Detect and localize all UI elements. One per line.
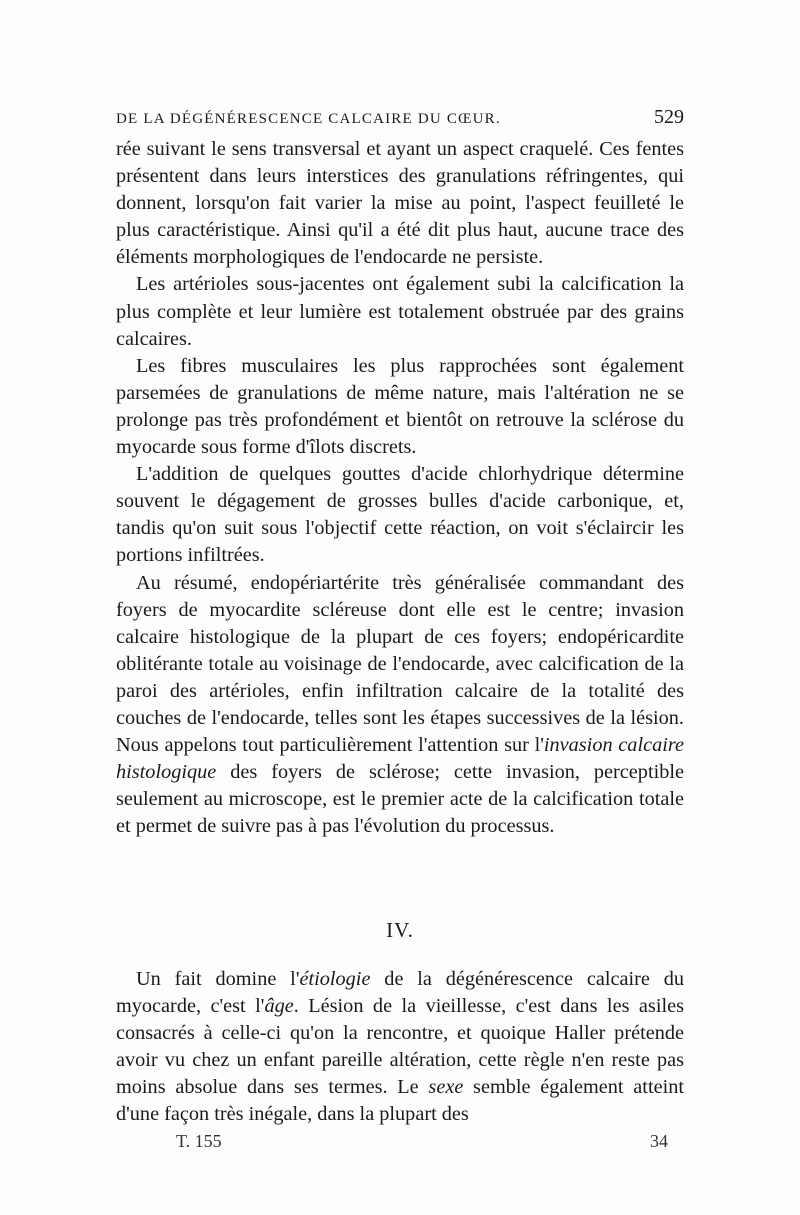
paragraph: Les artérioles sous-jacentes ont également subi la calcification la plus complète et leur lumière est totalement obstruée par des grains calcaires. bbox=[116, 273, 684, 350]
page-number: 529 bbox=[654, 106, 684, 128]
age-emphasis: âge bbox=[264, 995, 294, 1018]
printer-signature: T. 155 bbox=[176, 1131, 222, 1151]
summary-text-start: Au résumé, endopériartérite très généralisée commandant des foyers de myocardite scléreuse dont elle est le centre; invasion calcaire histologique de la plupart de ces foyers; endopéricardite oblitérante totale au voisinage de l'endocarde, avec calcification de la paroi des artérioles, enfin infiltration calcaire de la totalité des couches de l'endocarde, telles sont les étapes successives de la lésion. Nous appelons tout particulièrement l'attention sur l' bbox=[116, 571, 684, 757]
sheet-number: 34 bbox=[650, 1131, 668, 1151]
running-title: DE LA DÉGÉNÉRESCENCE CALCAIRE DU CŒUR. bbox=[116, 111, 501, 127]
running-header bbox=[116, 106, 684, 129]
paragraph: L'addition de quelques gouttes d'acide chlorhydrique détermine souvent le dégagement de grosses bulles d'acide carbonique, et, tandis qu'on suit sous l'objectif cette réaction, on voit s'éclaircir les portions infiltrées. bbox=[116, 463, 684, 567]
section-text-4: semble également atteint d'une façon très inégale, dans la plupart des bbox=[116, 1076, 684, 1126]
section-text-2: de la dégénérescence calcaire du myocarde, c'est l' bbox=[116, 968, 684, 1018]
main-text bbox=[116, 136, 684, 840]
section-text bbox=[116, 966, 684, 1129]
summary-paragraph bbox=[116, 570, 684, 841]
summary-text-end: des foyers de sclérose; cette invasion, perceptible seulement au microscope, est le premier acte de la calcification totale et permet de suivre pas à pas l'évolution du processus. bbox=[116, 761, 684, 838]
section-paragraph bbox=[116, 966, 684, 1129]
section-text-1: Un fait domine l' bbox=[136, 968, 300, 990]
sex-emphasis: sexe bbox=[428, 1076, 464, 1099]
section-text-3: . Lésion de la vieillesse, c'est dans les asiles consacrés à celle-ci qu'on la rencontre, et quoique Haller prétende avoir vu chez un enfant pareille altération, cette règle n'en reste pas moins absolue dans ses termes. Le bbox=[116, 995, 684, 1099]
paragraph: rée suivant le sens transversal et ayant un aspect craquelé. Ces fentes présentent dans leurs interstices des granulations réfringentes, qui donnent, lorsqu'on fait varier la mise au point, l'aspect feuilleté le plus caractéristique. Ainsi qu'il a été dit plus haut, aucune trace des éléments morphologiques de l'endocarde ne persiste. bbox=[116, 138, 684, 269]
etiology-emphasis: étiologie bbox=[299, 968, 371, 990]
page-footer bbox=[176, 1131, 668, 1152]
paragraph: Les fibres musculaires les plus rapprochées sont également parsemées de granulations de même nature, mais l'altération ne se prolonge pas très profondément et bientôt on retrouve la sclérose du myocarde sous forme d'îlots discrets. bbox=[116, 354, 684, 459]
summary-emphasis: invasion calcaire histologique bbox=[116, 734, 684, 784]
section-heading: IV. bbox=[386, 918, 414, 942]
